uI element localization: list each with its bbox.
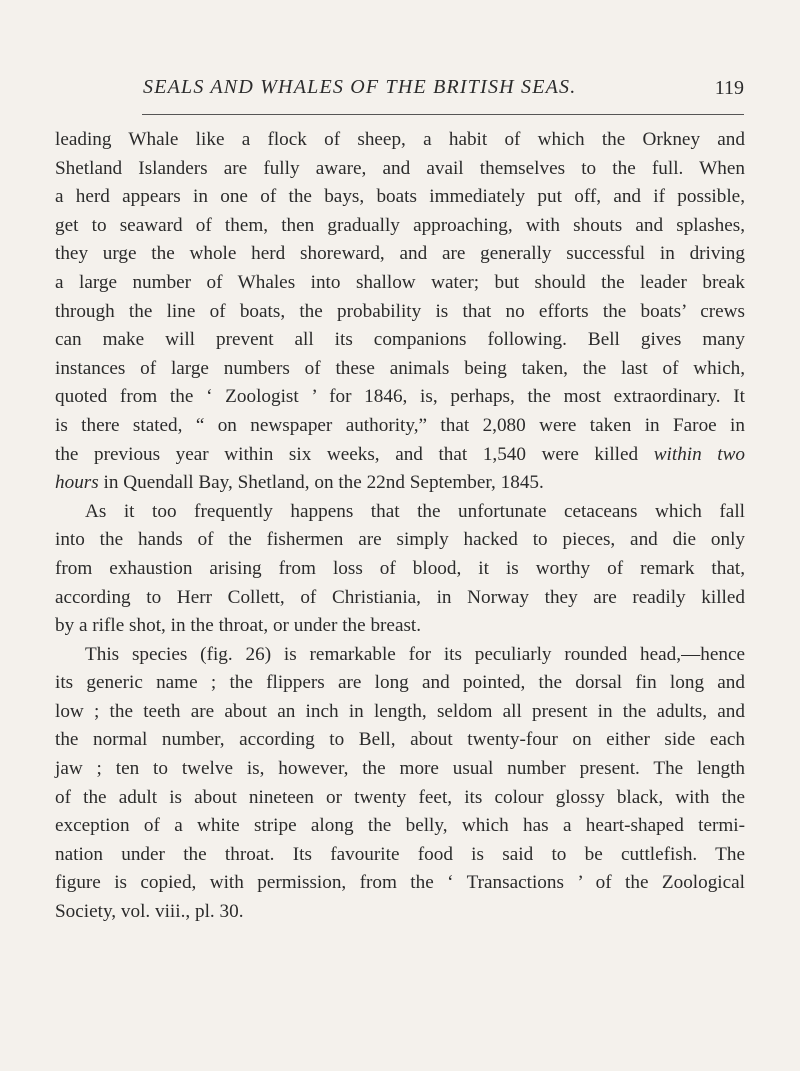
- running-head: [0, 76, 800, 106]
- text-line: is there stated, “ on newspaper authority,” that 2,080 were taken in Faroe in: [55, 414, 745, 436]
- text-line: can make will prevent all its companions following. Bell gives many: [55, 329, 745, 351]
- text-line: quoted from the ‘ Zoologist ’ for 1846, is, perhaps, the most extraordinary. It: [55, 386, 745, 408]
- text-line: leading Whale like a flock of sheep, a habit of which the Orkney and: [55, 129, 745, 150]
- italic-phrase: within two: [653, 443, 746, 465]
- text-line: a herd appears in one of the bays, boats immediately put off, and if possible,: [55, 186, 745, 208]
- text-line: by a rifle shot, in the throat, or under the breast.: [55, 615, 422, 637]
- italic-phrase: hours: [55, 472, 99, 494]
- text-line: jaw ; ten to twelve is, however, the more usual number present. The length: [55, 758, 745, 780]
- text-line: a large number of Whales into shallow water; but should the leader break: [55, 271, 745, 293]
- paragraph-start-line: As it too frequently happens that the unfortunate cetaceans which fall: [85, 500, 745, 522]
- text-line: low ; the teeth are about an inch in length, seldom all present in the adults, and: [55, 700, 745, 722]
- text-segment: in Quendall Bay, Shetland, on the 22nd September, 1845.: [103, 472, 544, 494]
- text-line: figure is copied, with permission, from the ‘ Transactions ’ of the Zoological: [55, 872, 745, 894]
- text-line: its generic name ; the flippers are long and pointed, the dorsal fin long and: [55, 672, 745, 694]
- text-line: from exhaustion arising from loss of blood, it is worthy of remark that,: [55, 557, 745, 579]
- text-line: according to Herr Collett, of Christiania, in Norway they are readily killed: [55, 586, 745, 608]
- text-segment: the previous year within six weeks, and that 1,540 were killed: [55, 443, 639, 465]
- header-rule: [142, 114, 744, 115]
- text-line: instances of large numbers of these animals being taken, the last of which,: [55, 357, 745, 379]
- text-line: exception of a white stripe along the belly, which has a heart-shaped termi-: [55, 815, 745, 837]
- text-line: through the line of boats, the probability is that no efforts the boats’ crews: [55, 300, 745, 322]
- text-line-with-italic: [55, 469, 745, 498]
- running-title: SEALS AND WHALES OF THE BRITISH SEAS.: [143, 76, 577, 98]
- page-number: 119: [714, 77, 744, 99]
- text-line: they urge the whole herd shoreward, and are generally successful in driving: [55, 243, 745, 265]
- text-line: the normal number, according to Bell, about twenty-four on either side each: [55, 729, 745, 751]
- text-line: Society, vol. viii., pl. 30.: [55, 901, 244, 923]
- text-line: get to seaward of them, then gradually approaching, with shouts and splashes,: [55, 214, 745, 236]
- paragraph-start-line: This species (fig. 26) is remarkable for its peculiarly rounded head,—hence: [85, 643, 745, 665]
- text-line: into the hands of the fishermen are simply hacked to pieces, and die only: [55, 529, 745, 551]
- text-line: of the adult is about nineteen or twenty feet, its colour glossy black, with the: [55, 786, 745, 808]
- text-line: Shetland Islanders are fully aware, and avail themselves to the full. When: [55, 157, 745, 179]
- body-text: [55, 126, 745, 1006]
- text-line-with-italic: [55, 441, 745, 470]
- text-line: nation under the throat. Its favourite food is said to be cuttlefish. The: [55, 843, 745, 865]
